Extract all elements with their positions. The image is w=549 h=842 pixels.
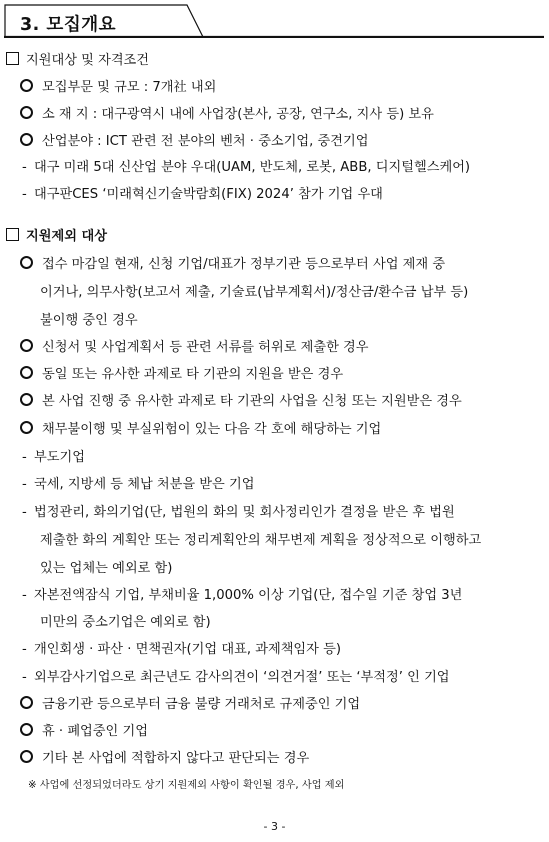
dash-continuation: 있는 업체는 예외로 함): [40, 561, 173, 576]
dash-marker: -: [22, 588, 27, 603]
bullet-text: 기타 본 사업에 적합하지 않다고 판단되는 경우: [42, 751, 310, 766]
circle-bullet-icon: [20, 133, 33, 146]
dash-text: 대구 미래 5대 신산업 분야 우대(UAM, 반도체, 로봇, ABB, 디지털헬스케어): [34, 160, 471, 175]
dash-marker: -: [22, 477, 27, 492]
dash-item: [22, 186, 383, 204]
section-title: [20, 11, 116, 36]
circle-bullet-icon: [20, 256, 33, 269]
circle-bullet-icon: [20, 366, 33, 379]
section-header: [4, 4, 544, 38]
dash-text: 자본전액잠식 기업, 부채비율 1,000% 이상 기업(단, 접수일 기준 창업 3년: [34, 588, 463, 603]
dash-text: 개인회생 · 파산 · 면책권자(기업 대표, 과제책임자 등): [34, 642, 341, 657]
circle-bullet-icon: [20, 421, 33, 434]
dash-item: [22, 669, 450, 687]
footnote: ※ 사업에 선정되었더라도 상기 지원제외 사항이 확인될 경우, 사업 제외: [28, 780, 345, 791]
bullet-item: [20, 79, 216, 97]
bullet-text: 산업분야 : ICT 관련 전 분야의 벤처 · 중소기업, 중견기업: [42, 134, 369, 149]
bullet-item: [20, 339, 369, 357]
bullet-text: 채무불이행 및 부실위험이 있는 다음 각 호에 해당하는 기업: [42, 422, 382, 437]
dash-text: 국세, 지방세 등 체납 처분을 받은 기업: [34, 477, 255, 492]
circle-bullet-icon: [20, 79, 33, 92]
dash-continuation: 제출한 화의 계획안 또는 정리계획안의 채무변제 계획을 정상적으로 이행하고: [40, 533, 482, 548]
heading-exclusion-text: 지원제외 대상: [26, 229, 108, 244]
bullet-item: [20, 723, 148, 741]
bullet-item: [20, 106, 434, 124]
bullet-text: 동일 또는 유사한 과제로 타 기관의 지원을 받은 경우: [42, 367, 344, 382]
heading-eligibility-text: 지원대상 및 자격조건: [26, 53, 150, 68]
circle-bullet-icon: [20, 750, 33, 763]
dash-text: 외부감사기업으로 최근년도 감사의견이 ‘의견거절’ 또는 ‘부적정’ 인 기업: [34, 670, 450, 685]
heading-exclusion: [6, 228, 107, 246]
bullet-item: [20, 393, 462, 411]
dash-item: [22, 159, 470, 177]
bullet-item: [20, 696, 360, 714]
bullet-text: 신청서 및 사업계획서 등 관련 서류를 허위로 제출한 경우: [42, 340, 369, 355]
circle-bullet-icon: [20, 339, 33, 352]
bullet-item: [20, 256, 445, 274]
circle-bullet-icon: [20, 106, 33, 119]
dash-continuation: 미만의 중소기업은 예외로 함): [40, 615, 211, 630]
bullet-text: 본 사업 진행 중 유사한 과제로 타 기관의 사업을 신청 또는 지원받은 경우: [42, 394, 462, 409]
bullet-item: [20, 421, 381, 439]
dash-item: [22, 641, 341, 659]
dash-text: 대구판CES ‘미래혁신기술박람회(FIX) 2024’ 참가 기업 우대: [34, 187, 383, 202]
bullet-item: [20, 366, 343, 384]
dash-item: [22, 504, 455, 522]
bullet-text: 소 재 지 : 대구광역시 내에 사업장(본사, 공장, 연구소, 지사 등) 보유: [42, 107, 434, 122]
dash-item: [22, 587, 462, 605]
dash-marker: -: [22, 505, 27, 520]
section-title-text: 모집개요: [46, 15, 117, 35]
heading-eligibility: [6, 52, 149, 70]
bullet-text: 모집부문 및 규모 : 7개社 내외: [42, 80, 217, 95]
circle-bullet-icon: [20, 393, 33, 406]
dash-marker: -: [22, 642, 27, 657]
dash-marker: -: [22, 187, 27, 202]
bullet-continuation: 불이행 중인 경우: [40, 313, 138, 328]
section-number: 3.: [20, 15, 40, 35]
dash-item: [22, 449, 85, 467]
bullet-item: [20, 750, 309, 768]
bullet-text: 접수 마감일 현재, 신청 기업/대표가 정부기관 등으로부터 사업 제재 중: [42, 257, 446, 272]
dash-marker: -: [22, 670, 27, 685]
bullet-text: 휴 · 폐업중인 기업: [42, 724, 148, 739]
circle-bullet-icon: [20, 723, 33, 736]
dash-marker: -: [22, 450, 27, 465]
checkbox-square-icon: [6, 52, 19, 65]
page-number: - 3 -: [263, 820, 286, 833]
circle-bullet-icon: [20, 696, 33, 709]
dash-text: 법정관리, 화의기업(단, 법원의 화의 및 회사정리인가 결정을 받은 후 법원: [34, 505, 455, 520]
bullet-item: [20, 133, 369, 151]
bullet-text: 금융기관 등으로부터 금융 불량 거래처로 규제중인 기업: [42, 697, 361, 712]
checkbox-square-icon: [6, 228, 19, 241]
bullet-continuation: 이거나, 의무사항(보고서 제출, 기술료(납부계획서)/정산금/환수금 납부 등): [40, 285, 469, 300]
dash-item: [22, 476, 254, 494]
dash-text: 부도기업: [34, 450, 85, 465]
dash-marker: -: [22, 160, 27, 175]
